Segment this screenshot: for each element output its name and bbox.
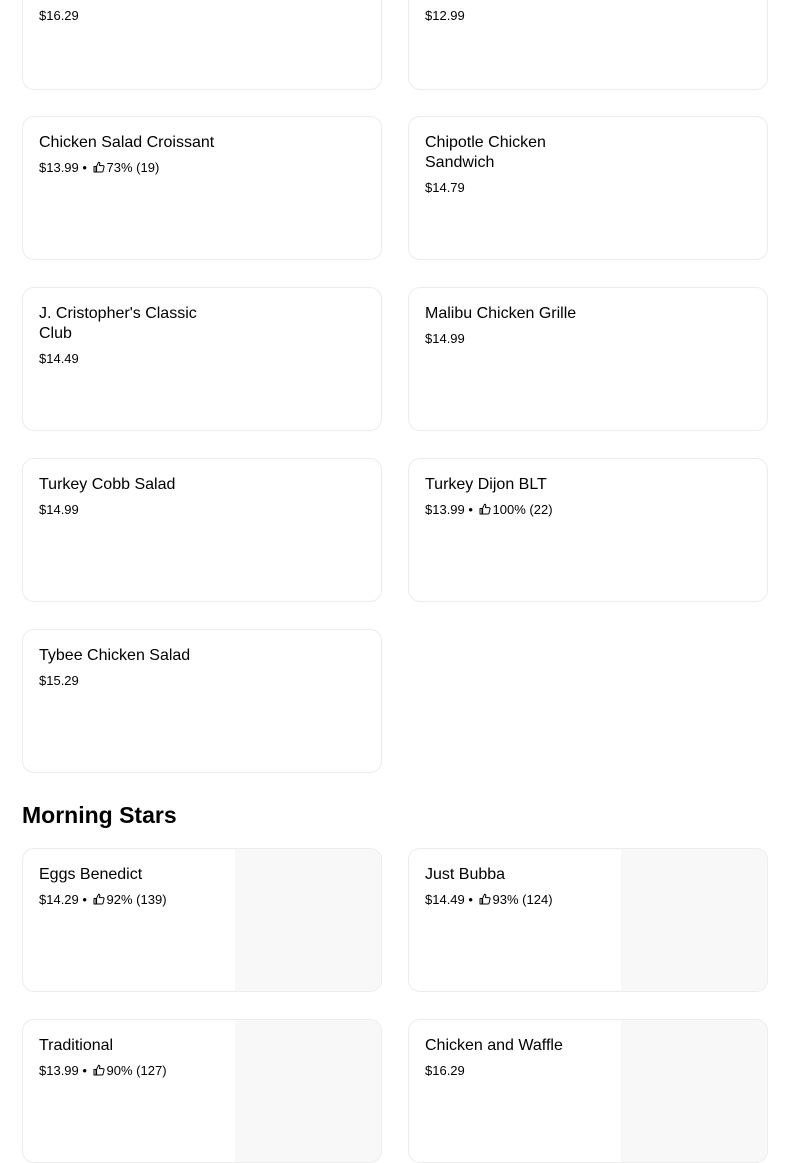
- menu-item-card[interactable]: [22, 629, 382, 773]
- item-meta: [39, 891, 217, 909]
- item-price: $14.29: [39, 892, 79, 907]
- item-name: Turkey Dijon BLT: [425, 476, 547, 493]
- item-name: Chipotle Chicken Sandwich: [425, 134, 546, 171]
- item-rating: 73% (19): [106, 160, 160, 175]
- item-price: $16.29: [39, 8, 79, 23]
- item-name: Malibu Chicken Grille: [425, 305, 577, 322]
- item-price: $14.49: [425, 892, 465, 907]
- item-price: $15.29: [39, 673, 79, 688]
- item-meta: [39, 672, 217, 690]
- menu-item-card[interactable]: [22, 1019, 382, 1163]
- item-price: $12.99: [425, 8, 465, 23]
- item-image-placeholder: [621, 1020, 767, 1162]
- thumbs-up-icon: [479, 893, 491, 905]
- item-price: $16.29: [425, 1063, 465, 1078]
- menu-item-card[interactable]: [22, 458, 382, 602]
- item-price: $13.99: [39, 1063, 79, 1078]
- item-name: Turkey Cobb Salad: [39, 476, 176, 493]
- item-price: $13.99: [39, 160, 79, 175]
- item-meta: [39, 350, 217, 368]
- item-price: $14.49: [39, 351, 79, 366]
- item-rating: 92% (139): [106, 892, 167, 907]
- menu-item-card[interactable]: [408, 287, 768, 431]
- item-image-placeholder: [621, 849, 767, 991]
- item-name: J. Cristopher's Classic Club: [39, 305, 197, 342]
- item-meta: [425, 179, 603, 197]
- item-image-placeholder: [235, 1020, 381, 1162]
- menu-item-card[interactable]: [22, 287, 382, 431]
- item-rating: 100% (22): [492, 502, 553, 517]
- meta-separator: •: [78, 1063, 91, 1078]
- item-meta: [39, 1062, 217, 1080]
- menu-item-card[interactable]: [408, 458, 768, 602]
- menu-item-card[interactable]: [22, 848, 382, 992]
- menu-item-card[interactable]: [408, 848, 768, 992]
- item-name: Chicken Salad Croissant: [39, 134, 215, 151]
- item-name: Tybee Chicken Salad: [39, 647, 191, 664]
- item-meta: [39, 159, 217, 177]
- item-name: Chicken and Waffle: [425, 1037, 563, 1054]
- menu-item-card[interactable]: [408, 116, 768, 260]
- meta-separator: •: [78, 160, 91, 175]
- item-meta: [39, 501, 217, 519]
- item-price: $14.99: [39, 502, 79, 517]
- item-meta: [425, 891, 603, 909]
- meta-separator: •: [464, 892, 477, 907]
- item-meta: [425, 330, 603, 348]
- item-meta: [425, 501, 603, 519]
- menu-item-card[interactable]: [408, 1019, 768, 1163]
- item-name: Eggs Benedict: [39, 866, 143, 883]
- menu-item-card[interactable]: [408, 0, 768, 90]
- menu-item-card[interactable]: [22, 0, 382, 90]
- item-image-placeholder: [235, 849, 381, 991]
- meta-separator: •: [464, 502, 477, 517]
- item-name: Traditional: [39, 1037, 114, 1054]
- section-title: Morning Stars: [22, 802, 177, 828]
- item-meta: [425, 1062, 603, 1080]
- thumbs-up-icon: [93, 161, 105, 173]
- item-name: Just Bubba: [425, 866, 506, 883]
- item-price: $14.79: [425, 180, 465, 195]
- menu-item-card[interactable]: [22, 116, 382, 260]
- item-rating: 90% (127): [106, 1063, 167, 1078]
- item-price: $14.99: [425, 331, 465, 346]
- thumbs-up-icon: [93, 1064, 105, 1076]
- thumbs-up-icon: [479, 503, 491, 515]
- meta-separator: •: [78, 892, 91, 907]
- item-price: $13.99: [425, 502, 465, 517]
- item-rating: 93% (124): [492, 892, 553, 907]
- thumbs-up-icon: [93, 893, 105, 905]
